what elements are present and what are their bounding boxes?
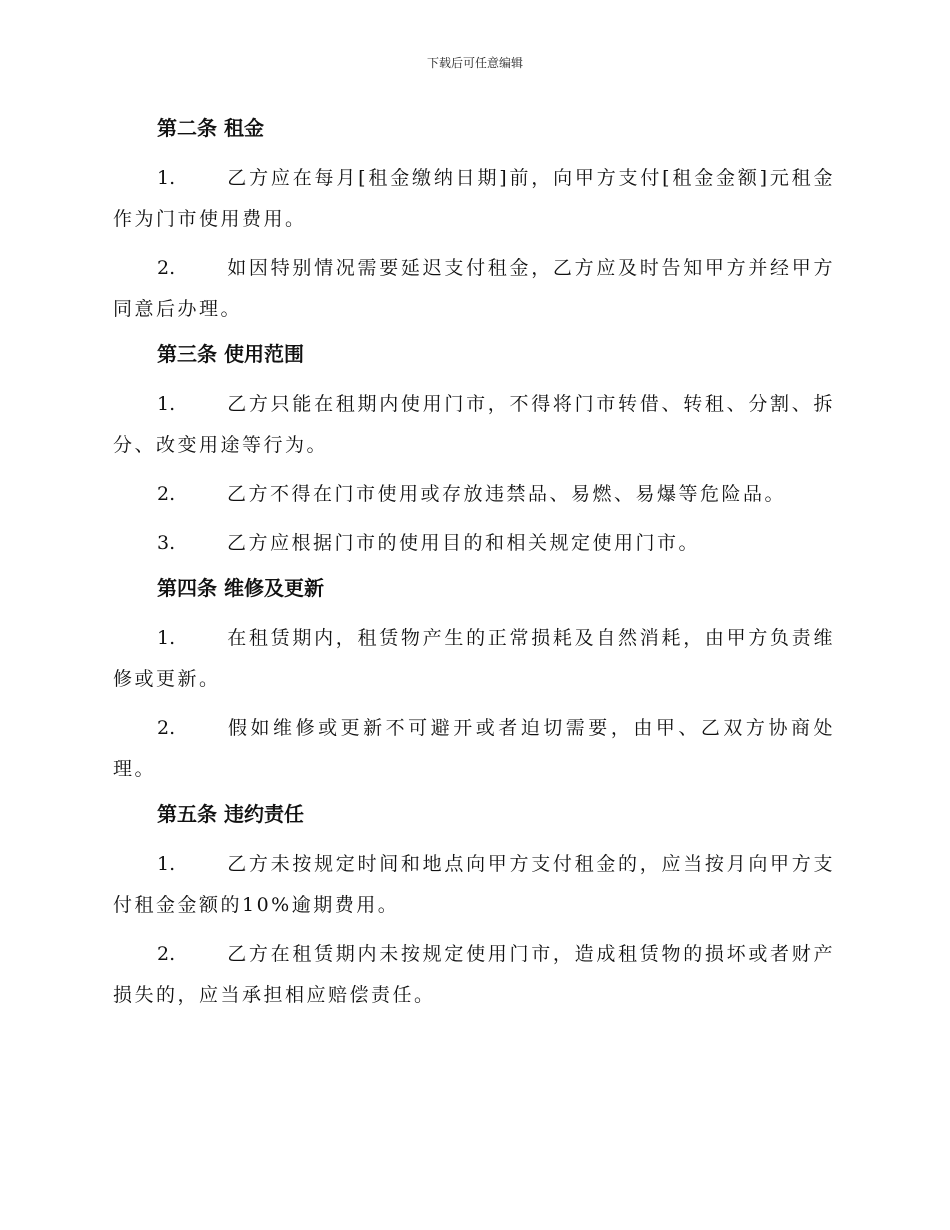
section-title: 第二条 租金: [157, 116, 264, 140]
section-maintenance: [113, 572, 835, 790]
clause-text: 乙方只能在租期内使用门市，不得将门市转借、转租、分割、拆分、改变用途等行为。: [113, 393, 835, 456]
section-usage-scope: [113, 338, 835, 564]
clause-item: [113, 844, 835, 926]
clause-number: 2.: [157, 717, 176, 739]
clause-item: [113, 618, 835, 700]
clause-text: 乙方不得在门市使用或存放违禁品、易燃、易爆等危险品。: [227, 483, 787, 505]
section-liability: [113, 798, 835, 1016]
clause-item: [113, 384, 835, 466]
clause-text: 乙方应在每月[租金缴纳日期]前，向甲方支付[租金金额]元租金作为门市使用费用。: [113, 167, 835, 230]
section-title: 第四条 维修及更新: [157, 576, 324, 600]
clause-text: 乙方应根据门市的使用目的和相关规定使用门市。: [227, 532, 701, 554]
clause-number: 2.: [157, 257, 176, 279]
document-body: [113, 112, 835, 1024]
clause-number: 2.: [157, 483, 176, 505]
clause-text: 乙方未按规定时间和地点向甲方支付租金的，应当按月向甲方支付租金金额的10%逾期费用。: [113, 853, 835, 916]
clause-text: 乙方在租赁期内未按规定使用门市，造成租赁物的损坏或者财产损失的，应当承担相应赔偿责任。: [113, 943, 835, 1006]
section-title: 第五条 违约责任: [157, 802, 304, 826]
clause-item: [113, 158, 835, 240]
clause-number: 1.: [157, 853, 176, 875]
section-rent: [113, 112, 835, 330]
clause-number: 1.: [157, 393, 176, 415]
section-title: 第三条 使用范围: [157, 342, 304, 366]
clause-number: 1.: [157, 627, 176, 649]
clause-item: [113, 523, 835, 564]
clause-number: 3.: [157, 532, 176, 554]
clause-text: 在租赁期内，租赁物产生的正常损耗及自然消耗，由甲方负责维修或更新。: [113, 627, 835, 690]
clause-text: 假如维修或更新不可避开或者迫切需要，由甲、乙双方协商处理。: [113, 717, 835, 780]
clause-number: 1.: [157, 167, 176, 189]
clause-number: 2.: [157, 943, 176, 965]
clause-item: [113, 474, 835, 515]
clause-item: [113, 708, 835, 790]
clause-text: 如因特别情况需要延迟支付租金，乙方应及时告知甲方并经甲方同意后办理。: [113, 257, 835, 320]
clause-item: [113, 934, 835, 1016]
page-header: 下载后可任意编辑: [426, 56, 523, 70]
clause-item: [113, 248, 835, 330]
